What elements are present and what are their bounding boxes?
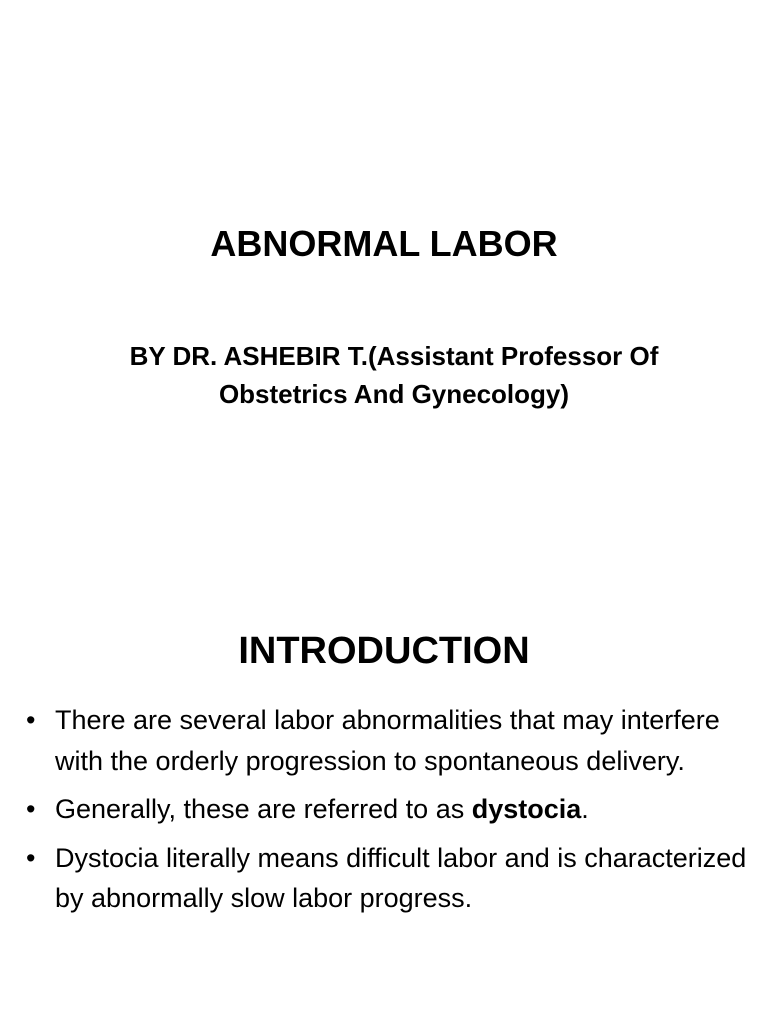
bullet-list <box>24 700 754 927</box>
bullet-icon: • <box>26 705 36 735</box>
bullet-text-prefix: Generally, these are referred to as <box>55 794 472 824</box>
bullet-icon: • <box>26 842 36 873</box>
bullet-text-suffix: . <box>581 794 589 824</box>
bullet-item <box>24 838 754 919</box>
slide-title: ABNORMAL LABOR <box>210 223 558 264</box>
bullet-item <box>24 700 754 781</box>
slide-title: INTRODUCTION <box>238 630 530 672</box>
bullet-item <box>24 789 754 830</box>
bullet-text-emphasis: dystocia <box>471 794 582 824</box>
bullet-icon: • <box>26 794 36 824</box>
bullet-text: Dystocia literally means difficult labor and is characterized by abnormally slow labor progress. <box>55 842 747 913</box>
introduction-slide <box>0 576 768 1024</box>
slide-subtitle: BY DR. ASHEBIR T.(Assistant Professor Of Obstetrics And Gynecology) <box>129 341 659 409</box>
bullet-text: There are several labor abnormalities that may interfere with the orderly progression to spontaneous delivery. <box>55 705 720 776</box>
